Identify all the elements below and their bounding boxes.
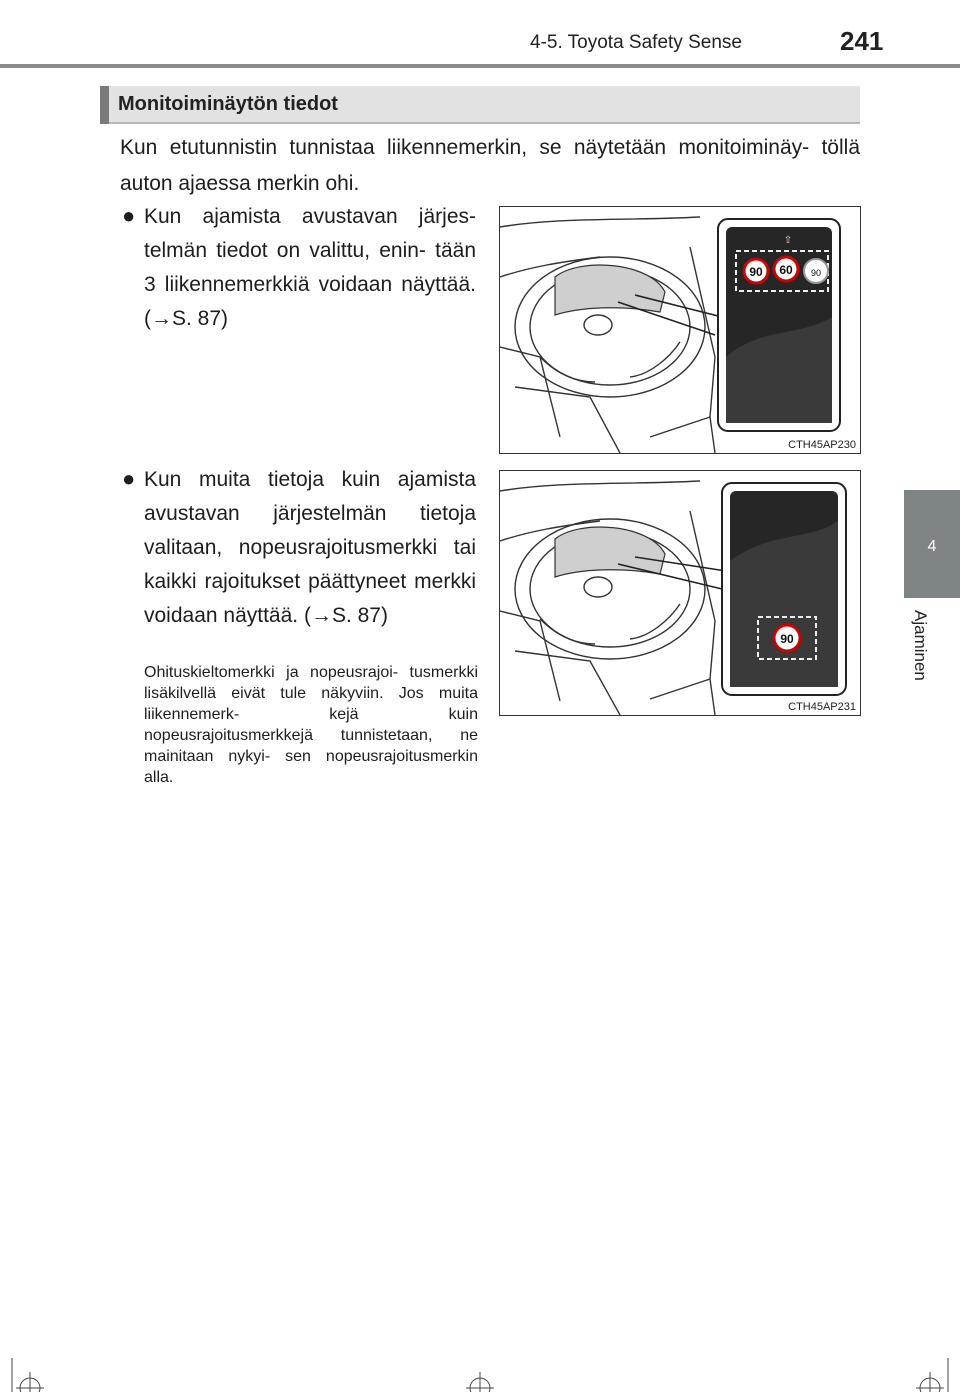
figure-2-illustration [500,471,860,715]
figure-2-label: CTH45AP231 [788,701,856,713]
figure-1-car-icon: ⇧ [783,235,793,246]
figure-1 [499,206,861,454]
registration-marks [0,1358,960,1392]
figure-1-sign-1: 90 [749,265,763,279]
bullet-2-note: Ohituskieltomerkki ja nopeusrajoi- tusmerkki lisäkilvellä eivät tule näkyviin. Jos muita liikennemerk- kejä kuin nopeusrajoitusmerkkejä tunnistetaan, ne mainitaan nykyi- sen nopeusrajoitusmerkin alla. [144,664,478,786]
bullet-2-marker: ● [122,466,136,491]
chapter-label: Ajaminen [911,610,930,681]
section-title-bar [100,86,860,124]
section-title: Monitoiminäytön tiedot [118,93,338,115]
figure-1-sign-2: 60 [779,263,793,277]
chapter-number: 4 [927,538,937,555]
figure-2-sign-1: 90 [780,632,794,646]
chapter-label-wrap [906,610,946,700]
bullet-1-text: Kun ajamista avustavan järjes- telmän tiedot on valittu, enin- tään 3 liikennemerkkiä voidaan näyttää. (→S. 87) [144,205,476,330]
chapter-tab [904,490,960,598]
figure-1-sign-3: 90 [810,268,822,278]
figure-1-label: CTH45AP230 [788,439,856,451]
bullet-2-text: Kun muita tietoja kuin ajamista avustavan järjestelmän tietoja valitaan, nopeusrajoitusmerkki tai kaikki rajoitukset päättyneet merkki voidaan näyttää. (→S. 87) [144,468,476,627]
page-number: 241 [840,26,884,56]
section-title-accent [100,86,109,124]
figure-1-illustration [500,207,860,453]
figure-2 [499,470,861,716]
bullet-1-marker: ● [122,203,136,228]
running-header-section: 4-5. Toyota Safety Sense [530,32,742,53]
header-rule [0,64,960,68]
intro-paragraph: Kun etutunnistin tunnistaa liikennemerkin, se näytetään monitoiminäy- töllä auton ajaessa merkin ohi. [120,136,860,195]
